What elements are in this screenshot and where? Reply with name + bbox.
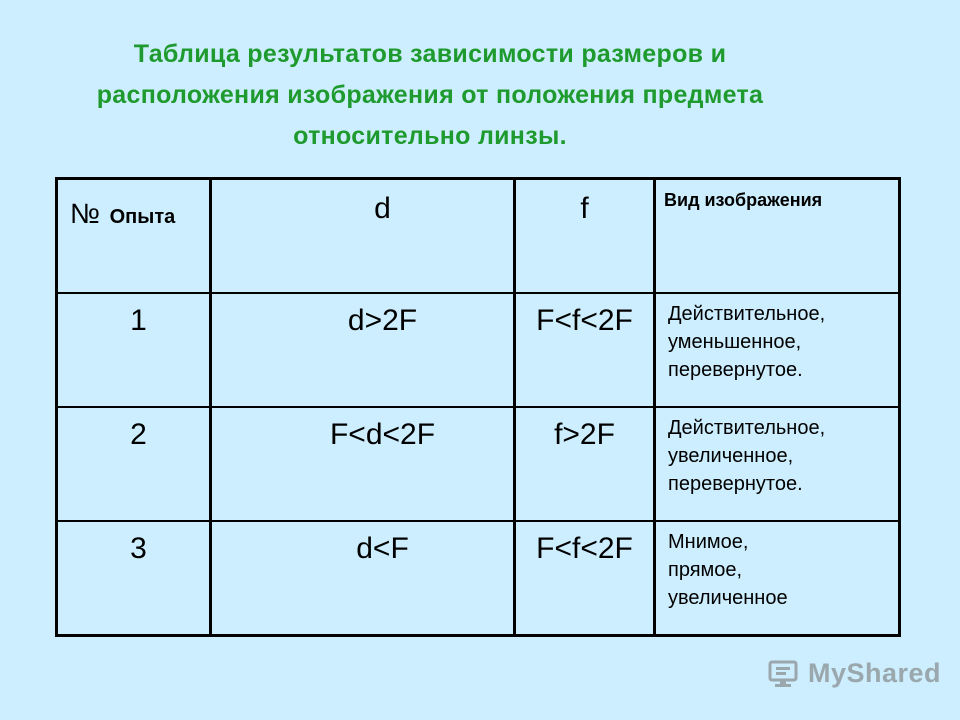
header-f: f <box>515 179 655 294</box>
header-image-type: Вид изображения <box>655 179 900 294</box>
number-sign: № <box>70 198 101 229</box>
cell-f: F<f<2F <box>515 521 655 636</box>
cell-num: 2 <box>57 407 211 521</box>
cell-f: f>2F <box>515 407 655 521</box>
header-d: d <box>211 179 515 294</box>
table-row <box>57 293 900 407</box>
table-row <box>57 407 900 521</box>
cell-d: d<F <box>211 521 515 636</box>
title-line-1: Таблица результатов зависимости размеров и <box>133 40 727 68</box>
results-table <box>55 177 901 637</box>
table-header-row <box>57 179 900 294</box>
title-line-3: относительно линзы. <box>293 122 567 150</box>
page-title <box>0 34 860 157</box>
cell-d: d>2F <box>211 293 515 407</box>
title-line-2: расположения изображения от положения предмета <box>96 81 764 109</box>
cell-d: F<d<2F <box>211 407 515 521</box>
watermark <box>768 655 941 691</box>
header-experiment-label: Опыта <box>109 206 176 228</box>
watermark-text: MyShared <box>808 657 942 688</box>
table-row <box>57 521 900 636</box>
cell-image-type: Мнимое, прямое, увеличенное <box>655 521 900 636</box>
cell-image-type: Действительное, увеличенное, перевернутое. <box>655 407 900 521</box>
header-experiment-number <box>57 179 211 294</box>
cell-num: 1 <box>57 293 211 407</box>
myshared-logo-icon <box>768 658 802 688</box>
cell-num: 3 <box>57 521 211 636</box>
cell-f: F<f<2F <box>515 293 655 407</box>
cell-image-type: Действительное, уменьшенное, перевернутое. <box>655 293 900 407</box>
